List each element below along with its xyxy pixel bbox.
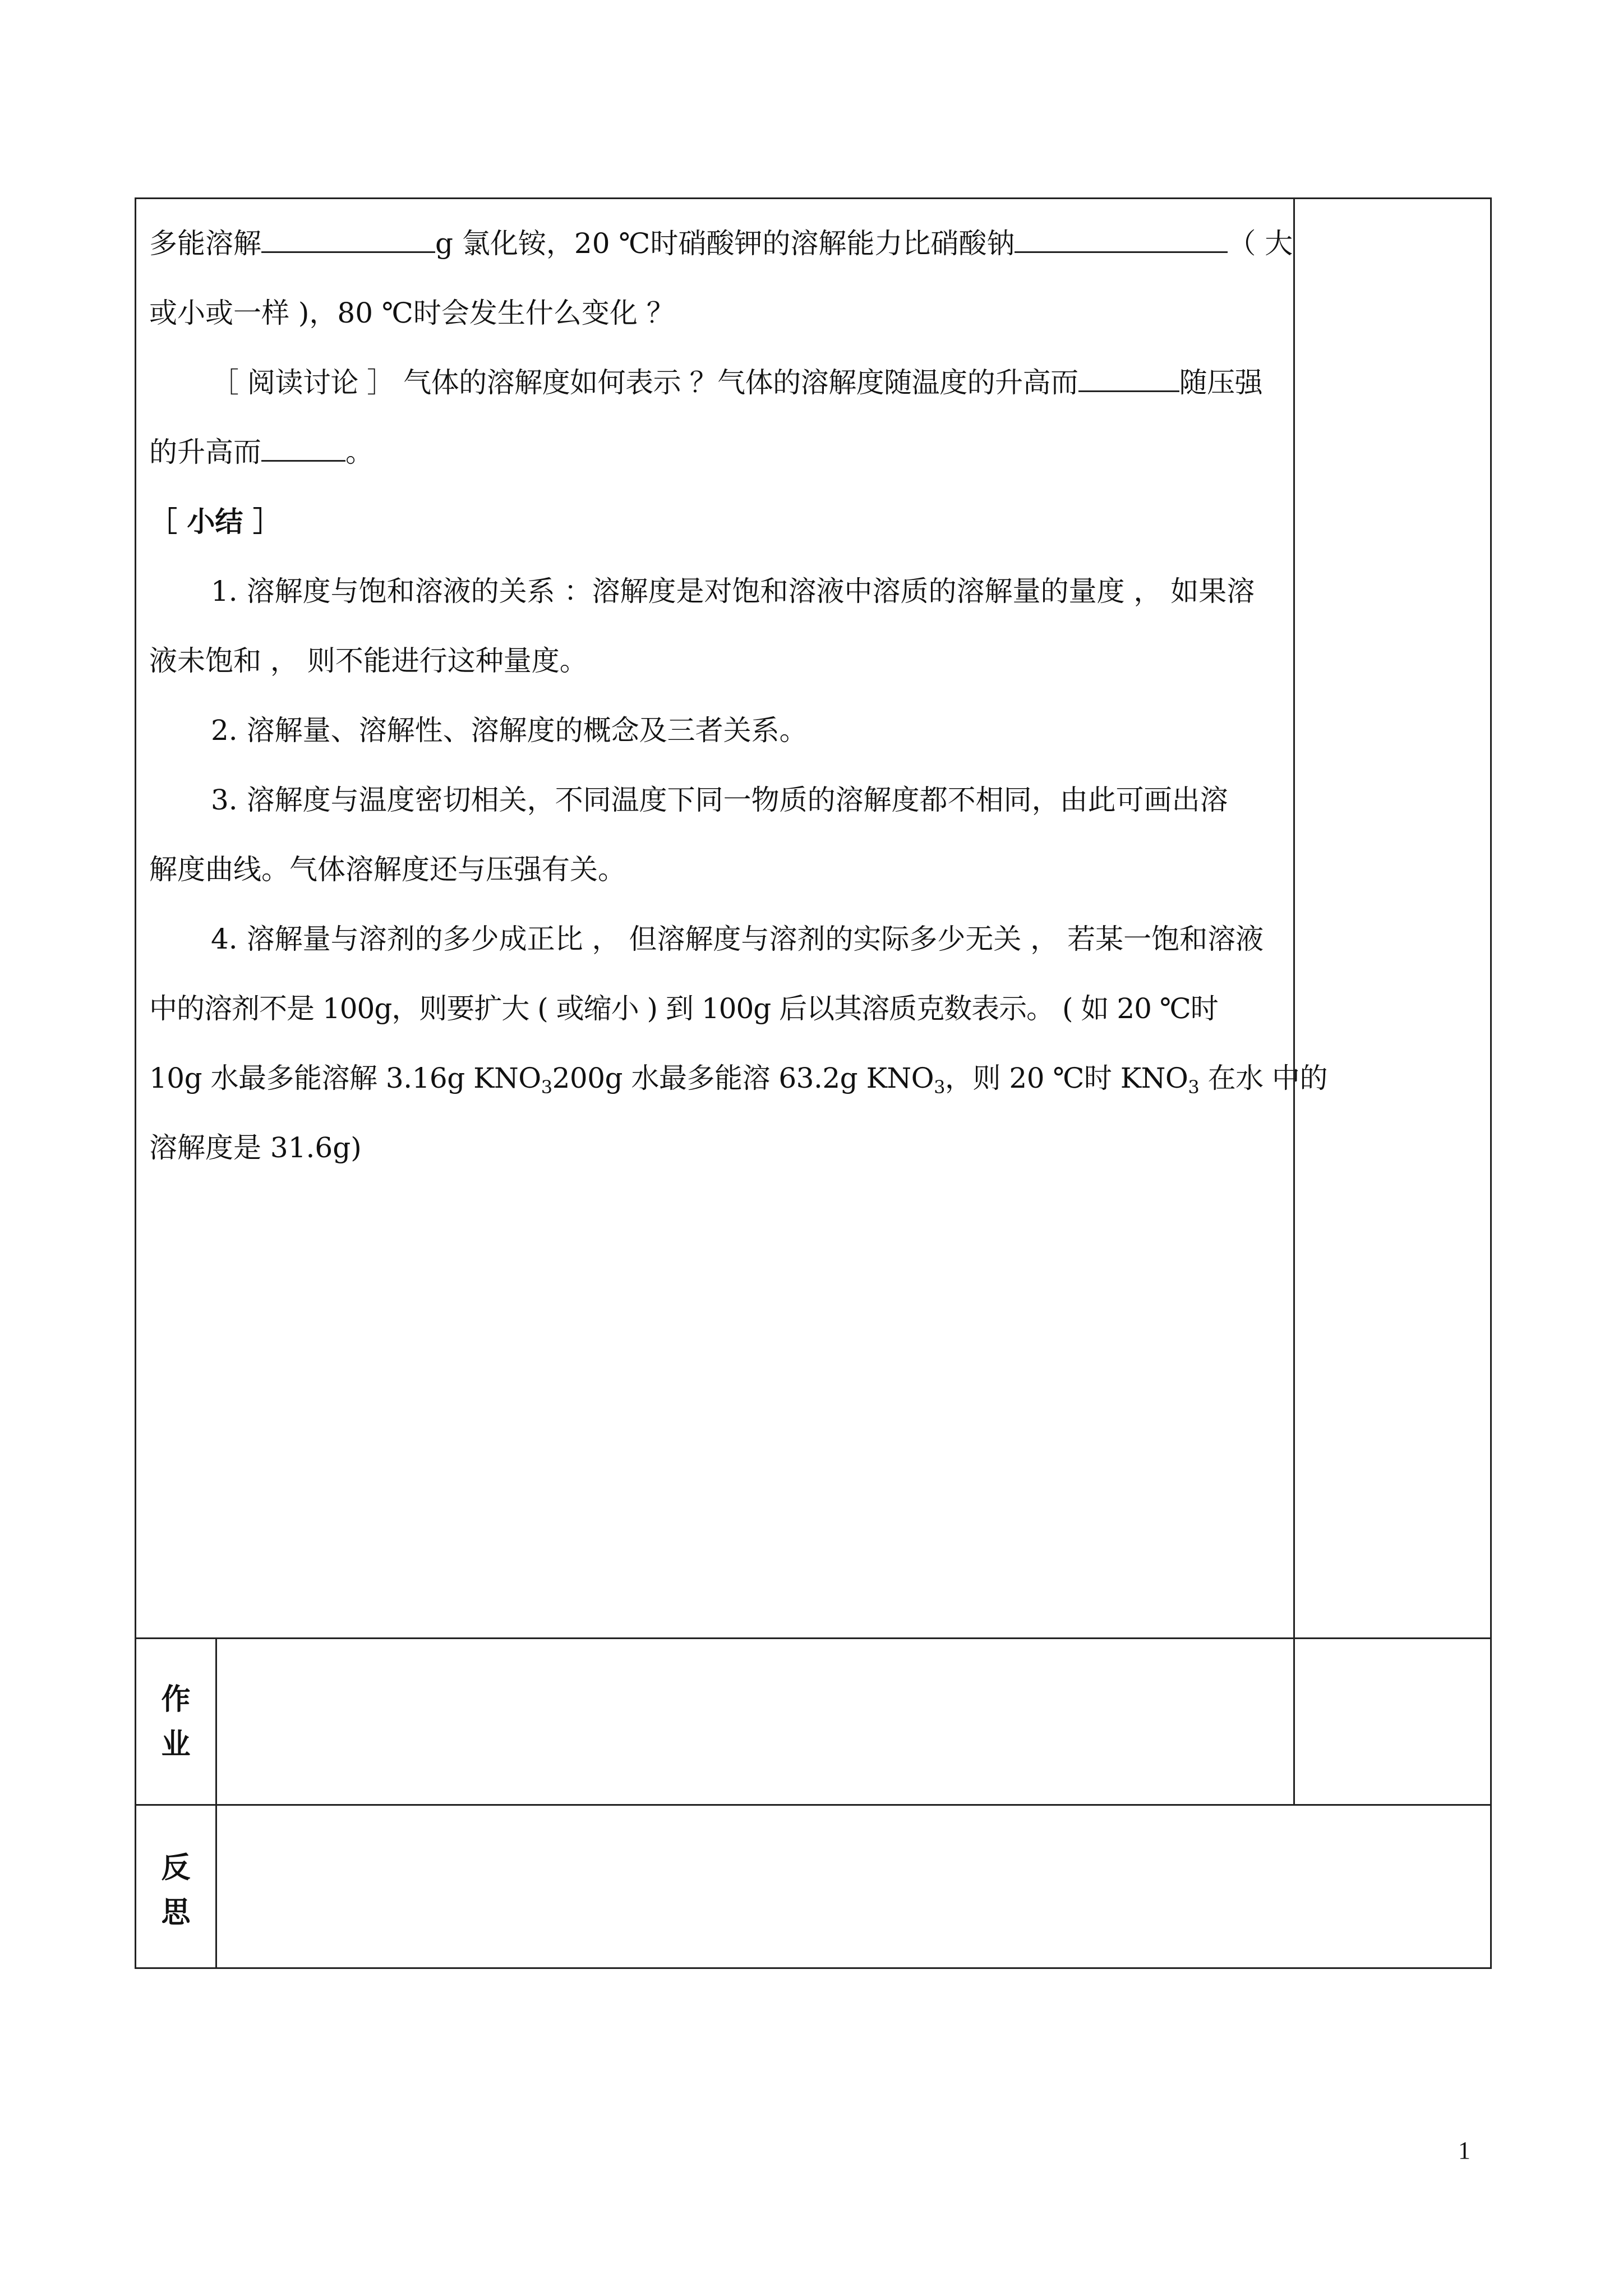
text: （ 大: [1228, 227, 1293, 260]
text: g 氯化铵，20 ℃时硝酸钾的溶解能力比硝酸钠: [435, 227, 1015, 260]
summary-item-4-cont: 溶解度是 31.6g): [149, 1131, 362, 1164]
page-number: 1: [1458, 2137, 1470, 2164]
summary-item-1: 1. 溶解度与饱和溶液的关系 ：溶解度是对饱和溶液中溶质的溶解量的量度 ， 如果溶: [211, 575, 1255, 608]
fill-blank: [1015, 229, 1228, 253]
summary-item-2: 2. 溶解量、溶解性、溶解度的概念及三者关系。: [211, 714, 808, 747]
summary-heading: ［ 小结 ］: [149, 505, 281, 538]
reflection-label: [136, 1846, 215, 1935]
main-content: [149, 209, 1328, 1182]
text: 200g 水最多能溶 63.2g KNO: [552, 1062, 934, 1094]
summary-item-3: 3. 溶解度与温度密切相关，不同温度下同一物质的溶解度都不相同，由此可画出溶: [211, 784, 1228, 816]
table-divider-right: [1293, 197, 1295, 1806]
fill-blank: [1078, 368, 1179, 392]
text: 作: [161, 1682, 191, 1717]
summary-item-3-cont: 解度曲线。气体溶解度还与压强有关。: [149, 853, 626, 886]
summary-item-4-cont: [149, 1043, 1328, 1113]
text-line: [149, 209, 1293, 278]
subscript: 3: [934, 1076, 946, 1098]
text: ［ 阅读讨论 ］ 气体的溶解度如何表示 ？气体的溶解度随温度的升高而: [211, 366, 1078, 399]
fill-blank: [261, 438, 345, 462]
summary-item-4-cont: 中的溶剂不是 100g，则要扩大 ( 或缩小 ) 到 100g 后以其溶质克数表示。 ( 如 20 ℃时: [149, 992, 1218, 1025]
table-rule-reflection: [135, 1804, 1492, 1806]
text: 思: [161, 1895, 191, 1930]
text: 随压强: [1179, 366, 1263, 399]
text: 反: [161, 1851, 191, 1885]
table-rule-homework: [135, 1637, 1492, 1639]
text: 。: [345, 436, 374, 468]
homework-label: [136, 1677, 215, 1767]
subscript: 3: [541, 1076, 552, 1098]
text: 多能溶解: [149, 227, 261, 260]
discussion-line: [149, 348, 1288, 417]
text: ，则 20 ℃时 KNO: [945, 1062, 1188, 1094]
summary-item-4: 4. 溶解量与溶剂的多少成正比 ， 但溶解度与溶剂的实际多少无关 ， 若某一饱和溶液: [211, 923, 1264, 955]
text-line: 或小或一样 )，80 ℃时会发生什么变化 ？: [149, 297, 675, 329]
text: 业: [161, 1727, 191, 1761]
discussion-line: [149, 417, 1288, 487]
text: 的升高而: [149, 436, 261, 468]
fill-blank: [261, 229, 435, 253]
summary-item-1-cont: 液未饱和 ， 则不能进行这种量度。: [149, 645, 588, 677]
subscript: 3: [1188, 1076, 1200, 1098]
text: 在水 中的: [1199, 1062, 1328, 1094]
text: 10g 水最多能溶解 3.16g KNO: [149, 1062, 541, 1094]
